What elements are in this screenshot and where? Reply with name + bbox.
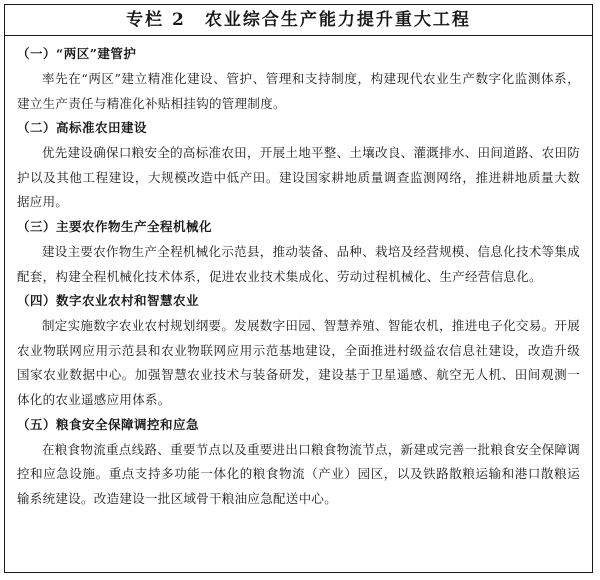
section-heading-5: （五）粮食安全保障调控和应急 [17,416,200,432]
box-content [5,36,592,511]
section-heading-4: （四）数字农业农村和智慧农业 [17,293,200,309]
box-title: 专栏 2 农业综合生产能力提升重大工程 [5,5,592,36]
section-heading-1: （一）“两区”建管护 [17,46,137,61]
section-heading-2: （二）高标准农田建设 [17,120,148,136]
section-body-1: 率先在“两区”建立精准化建设、管护、管理和支持制度，构建现代农业生产数字化监测体系，建立生产责任与精准化补贴相挂钩的管理制度。 [17,71,580,111]
section-heading-3: （三）主要农作物生产全程机械化 [17,218,213,234]
section-body-3: 建设主要农作物生产全程机械化示范县，推动装备、品种、栽培及经营规模、信息化技术等集成配套，构建全程机械化技术体系，促进农业技术集成化、劳动过程机械化、生产经营信息化。 [17,243,580,284]
section-body-2: 优先建设确保口粮安全的高标准农田，开展土地平整、土壤改良、灌溉排水、田间道路、农田防护以及其他工程建设，大规模改造中低产田。建设国家耕地质量调查监测网络，推进耕地质量大数据应用。 [17,145,580,210]
section-body-4: 制定实施数字农业农村规划纲要。发展数字田园、智慧养殖、智能农机，推进电子化交易。开展农业物联网应用示范县和农业物联网应用示范基地建设，全面推进村级益农信息社建设，改造升级国家农业数据中心。加强智慧农业技术与装备研发，建设基于卫星遥感、航空无人机、田间观测一体化的农业遥感应用体系。 [17,318,580,407]
feature-box [4,4,593,573]
section-body-5: 在粮食物流重点线路、重要节点以及重要进出口粮食物流节点，新建或完善一批粮食安全保障调控和应急设施。重点支持多功能一体化的粮食物流（产业）园区，以及铁路散粮运输和港口散粮运输系统建设。改造建设一批区域骨干粮油应急配送中心。 [17,441,580,506]
